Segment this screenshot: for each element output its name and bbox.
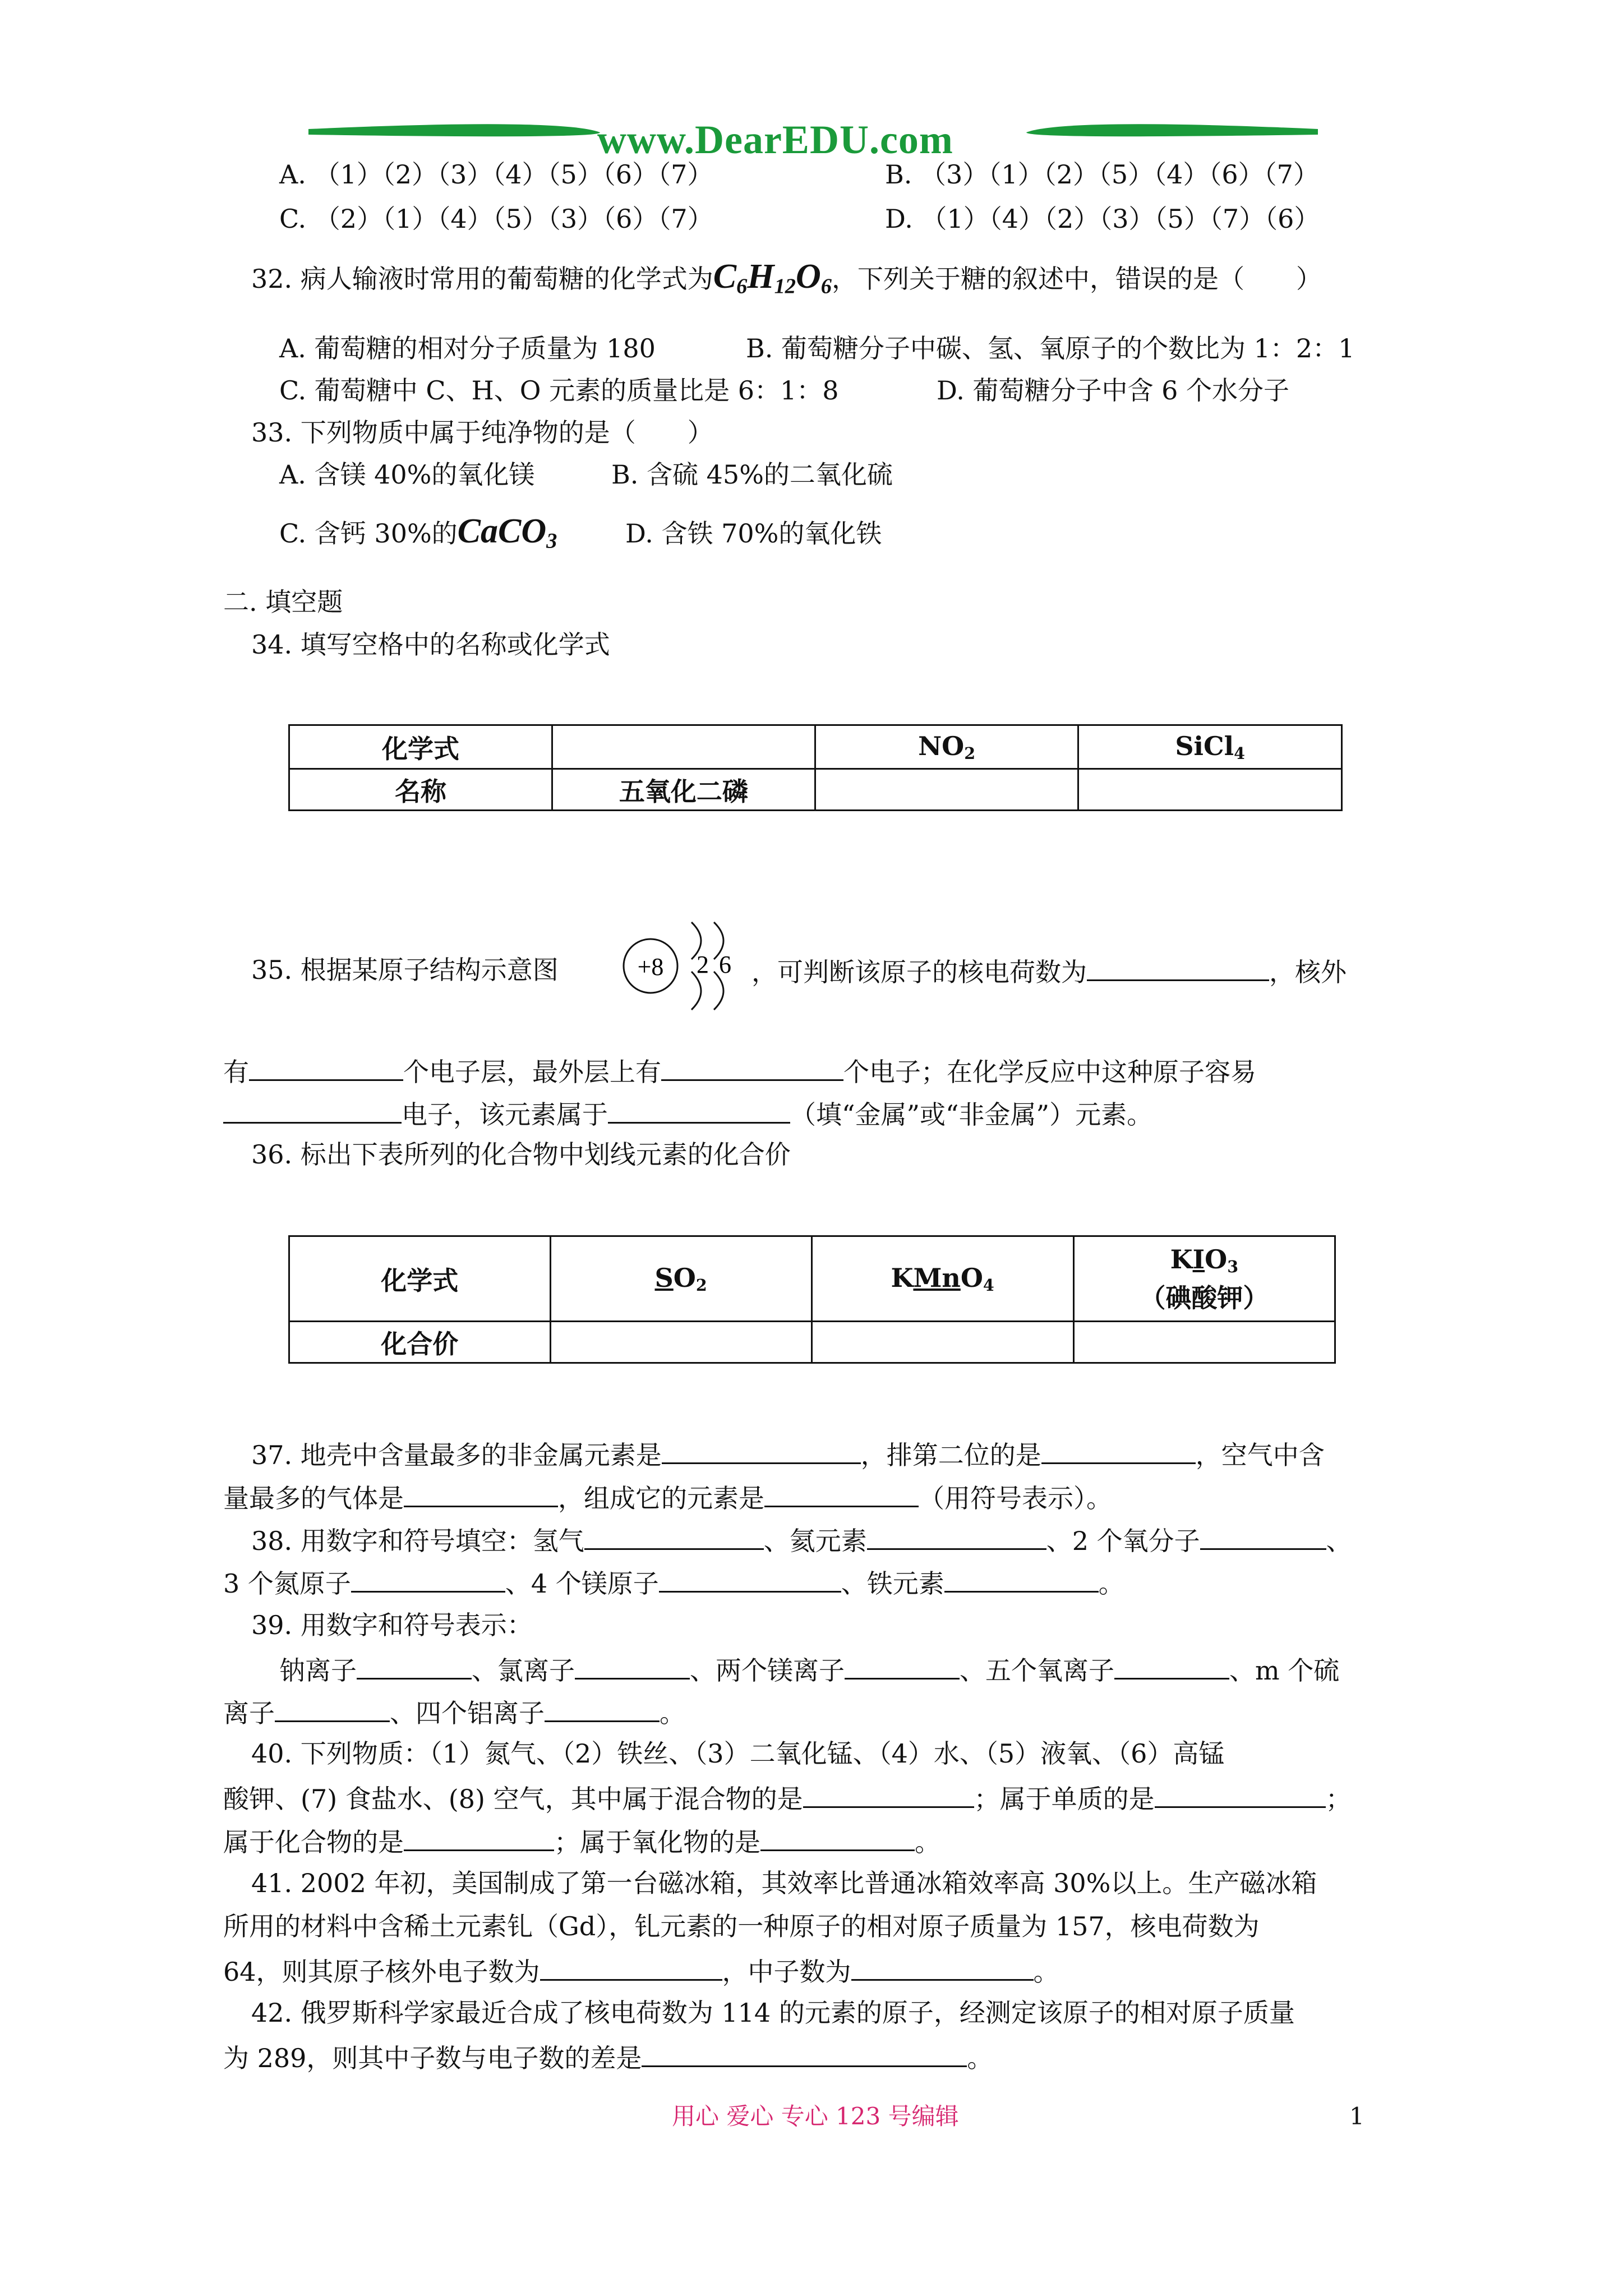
q38-blank-5[interactable] [659,1568,841,1593]
q41-line2: 所用的材料中含稀土元素钆（Gd），钆元素的一种原子的相对原子质量为 157，核电荷数为 [223,1911,1260,1941]
q34-name-blank-sicl4[interactable] [1078,769,1342,811]
q32-option-d: D. 葡萄糖分子中含 6 个水分子 [937,375,1289,406]
q38-blank-3[interactable] [1200,1526,1326,1550]
q40-blank-mixtures[interactable] [803,1784,974,1808]
q35-stem-before: 35. 根据某原子结构示意图 [251,955,559,985]
q41-line1: 41. 2002 年初，美国制成了第一台磁冰箱，其效率比普通冰箱效率高 30%以上。生产磁冰箱 [251,1868,1317,1898]
q36-formula-kio3: $KIO_3$ （碘酸钾） [1073,1236,1335,1322]
q40-line2: 酸钾、(7) 食盐水、(8) 空气，其中属于混合物的是 ；属于单质的是 ； [223,1784,1352,1814]
q40-blank-elements[interactable] [1155,1784,1326,1808]
q34-formula-sicl4: SiCl$_4$ [1078,725,1342,769]
q36-valence-blank-kio3[interactable] [1073,1322,1335,1363]
q39-blank-1[interactable] [357,1655,472,1680]
q38-blank-1[interactable] [584,1526,764,1550]
q39-line1: 钠离子 、氯离子 、两个镁离子 、五个氧离子 、m 个硫 [279,1655,1340,1686]
q31-option-b: B. （3）（1）（2）（5）（4）（6）（7） [885,159,1319,190]
q32-stem: 32. 病人输液时常用的葡萄糖的化学式为$C_6H_{12}O_6$，下列关于糖的叙述中，错误的是（ ） [251,257,1322,298]
q39-blank-5[interactable] [275,1698,390,1722]
q35-line1-after: ，可判断该原子的核电荷数为 ，核外 [751,957,1347,987]
q34-name-blank-no2[interactable] [815,769,1078,811]
q34-formula-no2: $NO_2$ [815,725,1078,769]
q40-line3: 属于化合物的是 ；属于氧化物的是 。 [223,1827,940,1857]
section-title-fill-in: 二. 填空题 [223,587,343,617]
q32-option-b: B. 葡萄糖分子中碳、氢、氧原子的个数比为 1：2：1 [746,333,1355,364]
q40-blank-oxides[interactable] [760,1827,915,1851]
q35-line2: 有 个电子层，最外层上有 个电子；在化学反应中这种原子容易 [223,1057,1256,1087]
shell2-electrons: 6 [719,951,731,978]
caco3-formula: CaCO$_3$ [457,512,557,553]
q33-option-a: A. 含镁 40%的氧化镁 [279,459,535,490]
q39-stem: 39. 用数字和符号表示： [251,1610,533,1640]
q35-line3: 电子，该元素属于 （填“金属”或“非金属”）元素。 [223,1099,1152,1128]
q34-row1-label: 化学式 [289,725,552,769]
q35-blank-layers[interactable] [249,1057,403,1081]
q37-blank-4[interactable] [764,1483,919,1507]
q36-valence-blank-kmno4[interactable] [811,1322,1073,1363]
page-number: 1 [1349,2102,1364,2130]
q39-blank-6[interactable] [545,1698,660,1722]
q36-table [288,1235,1336,1364]
q34-row2-label: 名称 [289,769,552,811]
q34-formula-blank[interactable] [552,725,815,769]
q38-line1: 38. 用数字和符号填空：氢气 、氦元素 、2 个氧分子 、 [251,1526,1352,1556]
q36-formula-kmno4: KMnO$_4$ [811,1236,1073,1322]
q41-blank-neutrons[interactable] [851,1957,1034,1981]
site-logo-text: www.DearEDU.com [597,117,953,162]
q38-blank-2[interactable] [867,1526,1046,1550]
q42-blank-difference[interactable] [642,2043,967,2067]
q39-line2: 离子 、四个铝离子 。 [223,1698,685,1728]
q41-line3: 64，则其原子核外电子数为 ，中子数为 。 [223,1957,1059,1987]
q34-stem: 34. 填写空格中的名称或化学式 [251,629,610,660]
q38-blank-6[interactable] [944,1568,1099,1593]
q33-stem: 33. 下列物质中属于纯净物的是（ ） [251,417,713,448]
glucose-formula: $C_6H_{12}O_6$ [713,257,832,298]
atom-structure-diagram [620,910,743,1016]
q33-option-c: C. 含钙 30%的CaCO$_3$ [279,512,557,553]
q41-blank-electrons[interactable] [540,1957,722,1981]
q32-option-a: A. 葡萄糖的相对分子质量为 180 [279,333,656,364]
q34-table [288,724,1343,811]
q38-blank-4[interactable] [351,1568,505,1593]
q38-line2: 3 个氮原子 、4 个镁原子 、铁元素 。 [223,1568,1124,1599]
q36-stem: 36. 标出下表所列的化合物中划线元素的化合价 [251,1139,791,1170]
q34-name-p2o5: 五氧化二磷 [552,769,815,811]
q35-blank-nuclear-charge[interactable] [1087,957,1269,981]
q37-blank-3[interactable] [404,1483,558,1507]
q42-line1: 42. 俄罗斯科学家最近合成了核电荷数为 114 的元素的原子，经测定该原子的相对原子质量 [251,1998,1295,2028]
q39-blank-3[interactable] [845,1655,960,1680]
q36-row1-label: 化学式 [289,1236,551,1322]
q36-row2-label: 化合价 [289,1322,551,1363]
q37-blank-1[interactable] [662,1440,861,1464]
q42-line2: 为 289，则其中子数与电子数的差是 。 [223,2043,993,2073]
nucleus-charge: +8 [637,953,664,981]
q35-blank-outer-electrons[interactable] [661,1057,843,1081]
q31-option-c: C. （2）（1）（4）（5）（3）（6）（7） [279,204,713,234]
q35-blank-gain-lose[interactable] [223,1099,402,1124]
q33-option-b: B. 含硫 45%的二氧化硫 [611,459,893,490]
q36-formula-so2: $SO_2$ [550,1236,811,1322]
q39-blank-2[interactable] [575,1655,690,1680]
footer-editor-note: 用心 爱心 专心 123 号编辑 [672,2102,959,2130]
q39-blank-4[interactable] [1114,1655,1229,1680]
shell1-electrons: 2 [697,951,709,978]
q37-blank-2[interactable] [1041,1440,1196,1464]
q32-option-c: C. 葡萄糖中 C、H、O 元素的质量比是 6：1：8 [279,375,839,406]
q31-option-a: A. （1）（2）（3）（4）（5）（6）（7） [279,159,713,190]
q37-line1: 37. 地壳中含量最多的非金属元素是 ，排第二位的是 ，空气中含 [251,1440,1325,1470]
q36-valence-blank-so2[interactable] [550,1322,811,1363]
q35-blank-metal-type[interactable] [608,1099,790,1124]
q37-line2: 量最多的气体是 ，组成它的元素是 （用符号表示）。 [223,1483,1112,1513]
q31-option-d: D. （1）（4）（2）（3）（5）（7）（6） [885,204,1320,234]
q40-line1: 40. 下列物质：（1）氮气、（2）铁丝、（3）二氧化锰、（4）水、（5）液氧、（6）高锰 [251,1738,1225,1769]
q40-blank-compounds[interactable] [404,1827,554,1851]
q33-option-d: D. 含铁 70%的氧化铁 [625,518,882,549]
